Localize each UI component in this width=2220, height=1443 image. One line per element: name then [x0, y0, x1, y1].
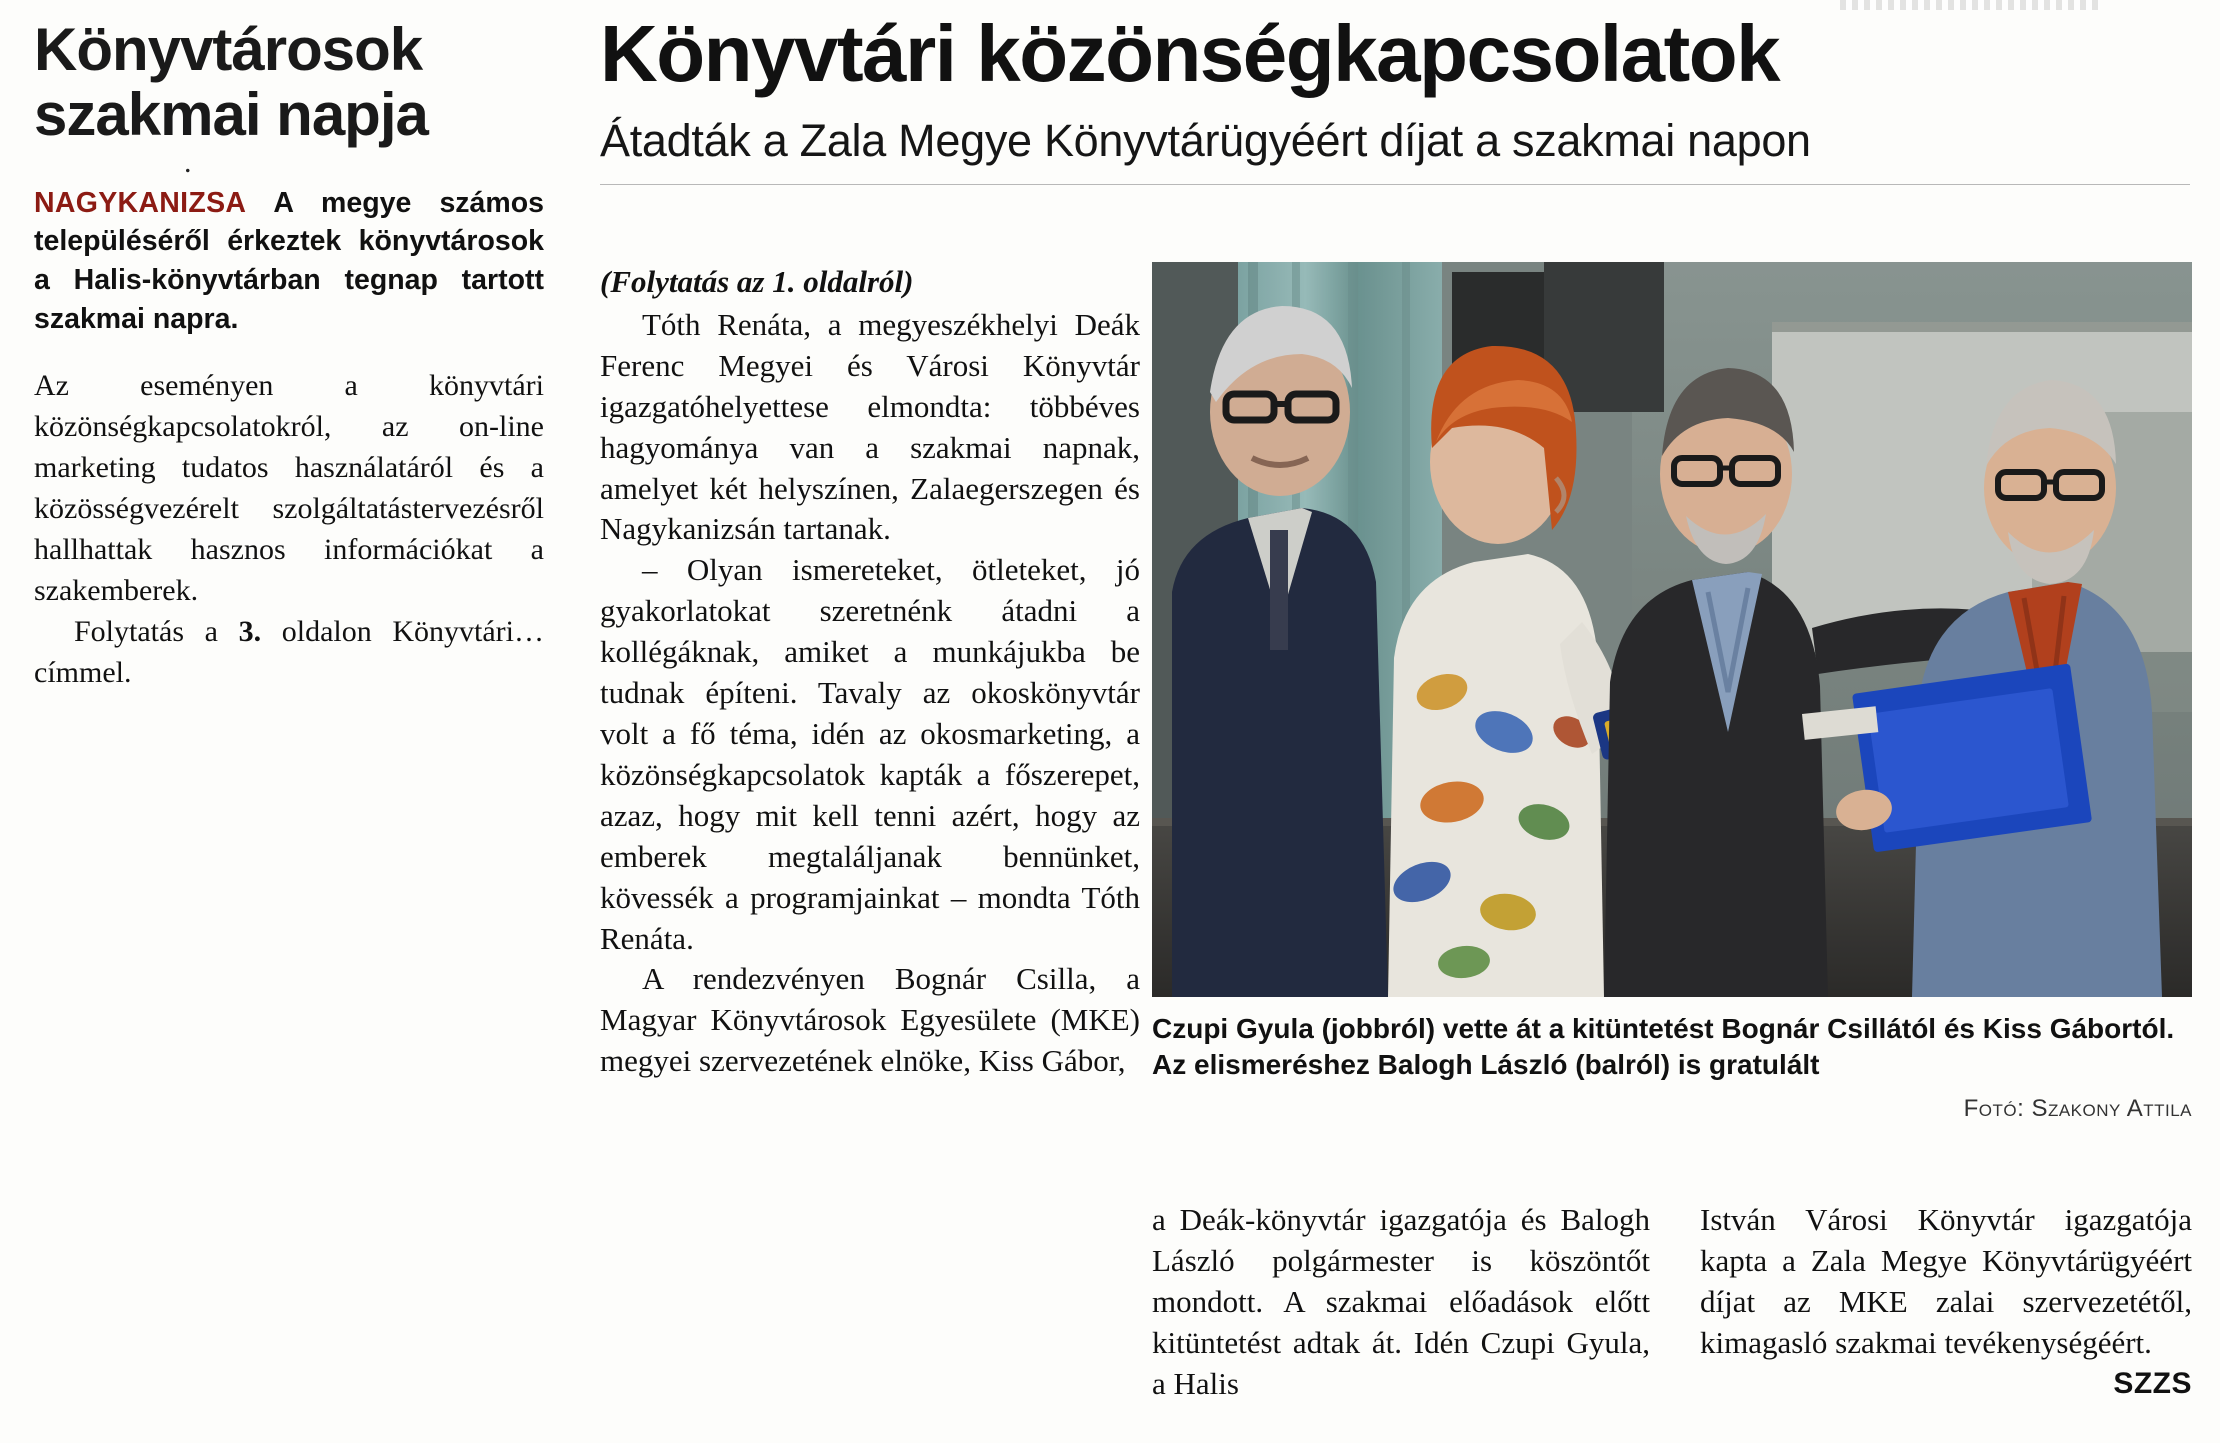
article-paragraph-5: István Városi Könyvtár igazgatója kapta a Zala Megye Könyvtárügyéért díjat az MKE zalai szervezetétől, kimagasló szakmai tevékenységéért.	[1700, 1202, 2192, 1360]
sidebar-paragraph-2	[34, 611, 544, 693]
article-paragraph-2: – Olyan ismereteket, ötleteket, jó gyakorlatokat szeretnénk átadni a kollégáknak, amiket a munkájukba be tudnak építeni. Tavaly az okoskönyvtár volt a fő téma, idén az okosmarketing, a közönségkapcsolatok kapták a főszerepet, azaz, hogy mit kell tenni azért, hogy az emberek megtaláljanak bennünket, kövessék a programjainkat – mondta Tóth Renáta.	[600, 552, 1140, 956]
jump-suffix: oldalon Könyvtári… címmel.	[34, 615, 544, 690]
continuation-note: (Folytatás az 1. oldalról)	[600, 264, 914, 299]
photo-caption: Czupi Gyula (jobbról) vette át a kitüntetést Bognár Csillától és Kiss Gábortól. Az elismeréshez Balogh László (balról) is gratulált	[1152, 1013, 2175, 1080]
sidebar-paragraph-1: Az eseményen a könyvtári közönségkapcsolatokról, az on-line marketing tudatos használatáról és a közösségvezérelt szolgáltatástervezésről hallhattak hasznos információkat a szakemberek.	[34, 368, 544, 608]
jump-page-number: 3.	[238, 615, 262, 649]
article-paragraph-1: Tóth Renáta, a megyeszékhelyi Deák Ferenc Megyei és Városi Könyvtár igazgatóhelyettese elmondta: többéves hagyománya van a szakmai napnak, amelyet két helyszínen, Zalaegerszegen és Nagykanizsán tartanak.	[600, 306, 1140, 547]
article-column-4	[1700, 1200, 2192, 1403]
sidebar-headline: Könyvtárosok szakmai napja	[34, 16, 428, 148]
jump-prefix: Folytatás a	[74, 615, 239, 649]
article-column-3	[1152, 1200, 1650, 1405]
article-paragraph-4: a Deák-könyvtár igazgatója és Balogh László polgármester is köszöntőt mondott. A szakmai előadások előtt kitüntetést adtak át. Idén Czupi Gyula, a Halis	[1152, 1202, 1650, 1401]
photo-block	[1152, 262, 2192, 1123]
sidebar-body	[34, 365, 544, 694]
sidebar-article	[34, 18, 544, 693]
divider	[600, 184, 2190, 185]
scan-artifact	[1840, 0, 2100, 10]
article-column-2	[600, 262, 1140, 1082]
sidebar-dot-mark: .	[184, 145, 192, 179]
sidebar-lead-text: A megye számos településéről érkeztek könyvtárosok a Halis-könyvtárban tegnap tartott szakmai napra.	[34, 186, 544, 335]
dateline-city: NAGYKANIZSA	[34, 186, 247, 219]
page-title: Könyvtári közönségkapcsolatok	[600, 9, 1780, 98]
page-subtitle: Átadták a Zala Megye Könyvtárügyéért díjat a szakmai napon	[600, 115, 1811, 166]
sidebar-lead	[34, 184, 544, 339]
author-signature: SZZS	[2113, 1366, 2192, 1400]
photo-credit: Fotó: Szakony Attila	[1963, 1094, 2192, 1122]
article-paragraph-3: A rendezvényen Bognár Csilla, a Magyar Könyvtárosok Egyesülete (MKE) megyei szervezetének elnöke, Kiss Gábor,	[600, 961, 1140, 1079]
article-photo	[1152, 262, 2192, 997]
article-masthead	[600, 9, 2190, 185]
